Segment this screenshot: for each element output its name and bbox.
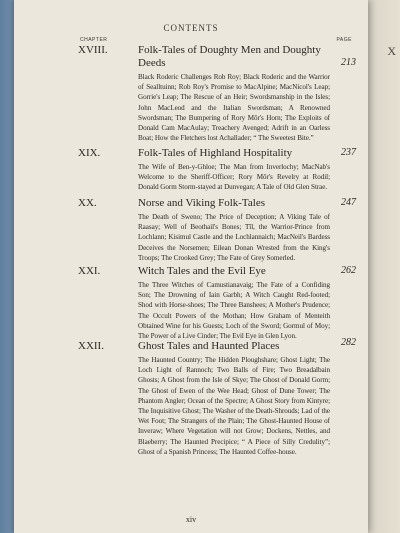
toc-entry <box>74 197 356 263</box>
folio: xiv <box>185 515 197 524</box>
facing-page-chapter-mark: X <box>387 44 396 58</box>
column-label-page: PAGE <box>336 37 352 43</box>
chapter-title: Folk-Tales of Doughty Men and Doughty Deeds <box>138 44 321 69</box>
page-number: 282 <box>341 337 356 348</box>
page-number: 237 <box>341 147 356 158</box>
chapter-title: Ghost Tales and Haunted Places <box>138 340 280 352</box>
page-number: 213 <box>341 57 356 68</box>
chapter-number: XXII. <box>78 340 104 352</box>
contents-page <box>14 0 368 533</box>
chapter-number: XIX. <box>78 147 101 159</box>
running-head: CONTENTS <box>163 23 219 33</box>
toc-entry <box>74 44 356 143</box>
chapter-number: XXI. <box>78 265 101 277</box>
chapter-title: Witch Tales and the Evil Eye <box>138 265 266 277</box>
chapter-summary: Black Roderic Challenges Rob Roy; Black Roderic and the Warrior of Sealltuinn; Rob Roy's Promise to MacAlpine; MacNicol's Leap; Gorrie's Leap; The Rescue of an Heir; Swordsmanship in the Isles; John MacLeod and the Italian Swordsman; A Renowned Swordsman; The Bumpering of Rory Môr's Horn; The Exploits of Donald Cam MacAulay; Treachery Avenged; Adrift in an Oarless Boat; How the Fletchers lost Achallader; “ The Sweetest Bite.” <box>138 73 330 143</box>
chapter-title: Norse and Viking Folk-Tales <box>138 197 265 209</box>
chapter-summary: The Haunted Country; The Hidden Ploughshare; Ghost Light; The Loch Light of Rannoch; Two Balls of Fire; Two Breadalbain Ghosts; A Ghost from the Isle of Skye; The Ghost of Donald Gorm; The Ghost of Ewen of the Wee Head; Ghost of Dune Tower; The Phantom Angler; Ocean of the Spectre; A Ghost Story from Kintyre; The Inquisitive Ghost; The Washer of the Death-Shrouds; Lad of the Wet Foot; The Strangers of the Plain; The Ghost-Haunted House of Inveraw; Where Vegetation will not Grow; Dockens, Nettles, and Blaeberry; The Haunted Precipice; “ A Piece of Silly Credulity”; Ghost of a Spanish Princess; The Haunted Coffee-house. <box>138 356 330 456</box>
toc-entry <box>74 265 356 341</box>
column-label-chapter: CHAPTER <box>80 37 108 43</box>
toc-entry <box>74 147 356 193</box>
chapter-title: Folk-Tales of Highland Hospitality <box>138 147 293 159</box>
chapter-summary: The Wife of Ben-y-Ghloe; The Man from Inverlochy; MacNab's Welcome to the Sheriff-Officer; Rory Môr's Revelry at Rodil; Donald Gorm Storm-stayed at Dunvegan; A Tale of Old Glen Strae. <box>138 163 330 192</box>
chapter-number: XVIII. <box>78 44 108 56</box>
toc-entry <box>74 337 356 457</box>
chapter-number: XX. <box>78 197 97 209</box>
chapter-summary: The Three Witches of Camustianavaig; The Fate of a Confiding Son; The Drowning of Iain Garbh; A Witch Caught Red-footed; Shod with Horse-shoes; The Three Banshees; A Mother's Prudence; The Occult Powers of the Mothan; How Graham of Menteith Obtained Wine for his Guests; Loch of the Sword; Gormul of Moy; The Power of a Live Cinder; The Evil Eye in Glen Lyon. <box>138 281 330 341</box>
page-number: 262 <box>341 265 356 276</box>
page-number: 247 <box>341 197 356 208</box>
chapter-summary: The Death of Sweno; The Price of Deception; A Viking Tale of Raasay; Well of Beothail's Bones; Tîl, the Warrior-Prince from Lochlann; Kisimul Castle and the Lochlannaich; MacNeil's Bardess Deceives the Norsemen; Eilean Donan Wrested from the King's Troops; The Crooked Grey; The Fate of Grey Somerled. <box>138 213 330 262</box>
